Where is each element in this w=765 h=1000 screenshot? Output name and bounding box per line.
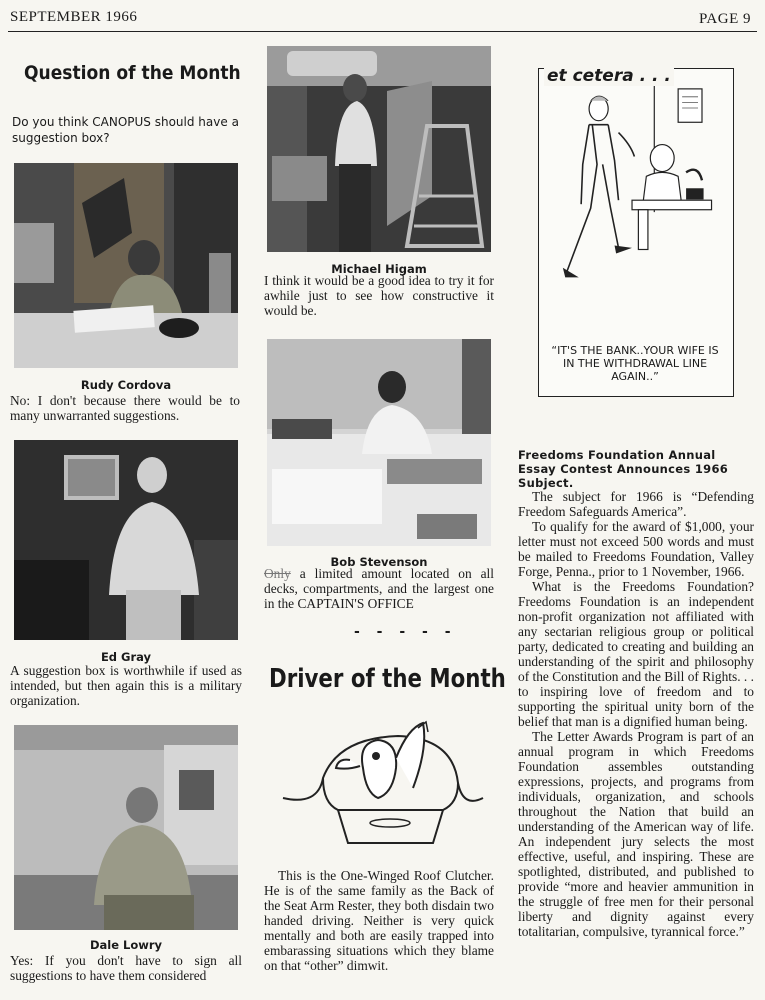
photo-ed-gray	[14, 440, 238, 640]
photo-michael-higam	[267, 46, 491, 252]
photo-bob-stevenson	[267, 339, 491, 546]
answer-name-rudy: Rudy Cordova	[80, 378, 172, 392]
answer-text-dale: Yes: If you don't have to sign all suggestions to have them considered	[10, 953, 242, 983]
answer-text-bob	[264, 566, 494, 611]
driver-text	[264, 868, 494, 973]
page-number: PAGE 9	[698, 11, 751, 27]
question-title: Question of the Month	[24, 62, 241, 84]
driver-illustration	[278, 718, 488, 858]
answer-body-bob: a limited amount located on all decks, compartments, and the largest one in the CAPTAIN'S OFFICE	[264, 566, 494, 611]
photo-dale-lowry	[14, 725, 238, 930]
essay-title: Freedoms Foundation Annual Essay Contest Announces 1966 Subject.	[518, 448, 729, 490]
header-rule	[8, 31, 757, 32]
answer-text-michael: I think it would be a good idea to try it for awhile just to see how constructive it would be.	[264, 273, 494, 318]
cartoon-frame	[538, 68, 734, 397]
issue-date: SEPTEMBER 1966	[10, 9, 138, 25]
essay-body	[518, 489, 754, 939]
answer-name-michael: Michael Higam	[331, 262, 427, 276]
essay-paragraph: The Letter Awards Program is part of an annual program in which Freedoms Foundation assembles outstanding expressions, projects, and programs from individuals, organization, and schools throughout the Nation that build an understanding of the American way of life. An independent jury selects the most effective, useful, and inspiring. These are spotlighted, distributed, and published to provide “more and heavier ammunition in the struggle of free men for their personal liberty and dignity against every totalitarian, compulsive, tyrannical force.”	[518, 729, 754, 939]
essay-paragraph: What is the Freedoms Foundation? Freedoms Foundation is an independent non-profit organization not affiliated with any sectarian religious group or political party, dedicated to creating and building an understanding of the spirit and philosophy of the Constitution and the Bill of Rights. . . to inspiring love of freedom and to supporting the spiritual unity born of the belief that man is a dignified human being.	[518, 579, 754, 729]
essay-paragraph: The subject for 1966 is “Defending Freedom Safeguards America”.	[518, 489, 754, 519]
question-text: Do you think CANOPUS should have a suggestion box?	[12, 115, 239, 145]
section-separator: - - - - -	[354, 624, 457, 640]
answer-name-bob: Bob Stevenson	[330, 555, 428, 569]
photo-rudy-cordova	[14, 163, 238, 368]
answer-text-rudy: No: I don't because there would be to many unwarranted suggestions.	[10, 393, 240, 423]
cartoon-heading: et cetera . . .	[544, 66, 674, 86]
essay-paragraph: To qualify for the award of $1,000, your letter must not exceed 500 words and must be mailed to Freedoms Foundation, Valley Forge, Penna., prior to 1 November, 1966.	[518, 519, 754, 579]
driver-title: Driver of the Month	[269, 664, 506, 694]
answer-name-dale: Dale Lowry	[89, 938, 163, 952]
cartoon-caption: “IT'S THE BANK..YOUR WIFE IS IN THE WITHDRAWAL LINE AGAIN..”	[551, 344, 719, 383]
answer-strike-bob: Only	[264, 566, 291, 581]
driver-paragraph: This is the One-Winged Roof Clutcher. He is of the same family as the Back of the Seat Arm Rester, they both disdain two handed driving. Neither is very quick mentally and both are easily trapped into embarassing situations which they blame on that “other” dimwit.	[264, 868, 494, 973]
answer-name-ed: Ed Gray	[100, 650, 152, 664]
answer-text-ed: A suggestion box is worthwhile if used as intended, but then again this is a military organization.	[10, 663, 242, 708]
